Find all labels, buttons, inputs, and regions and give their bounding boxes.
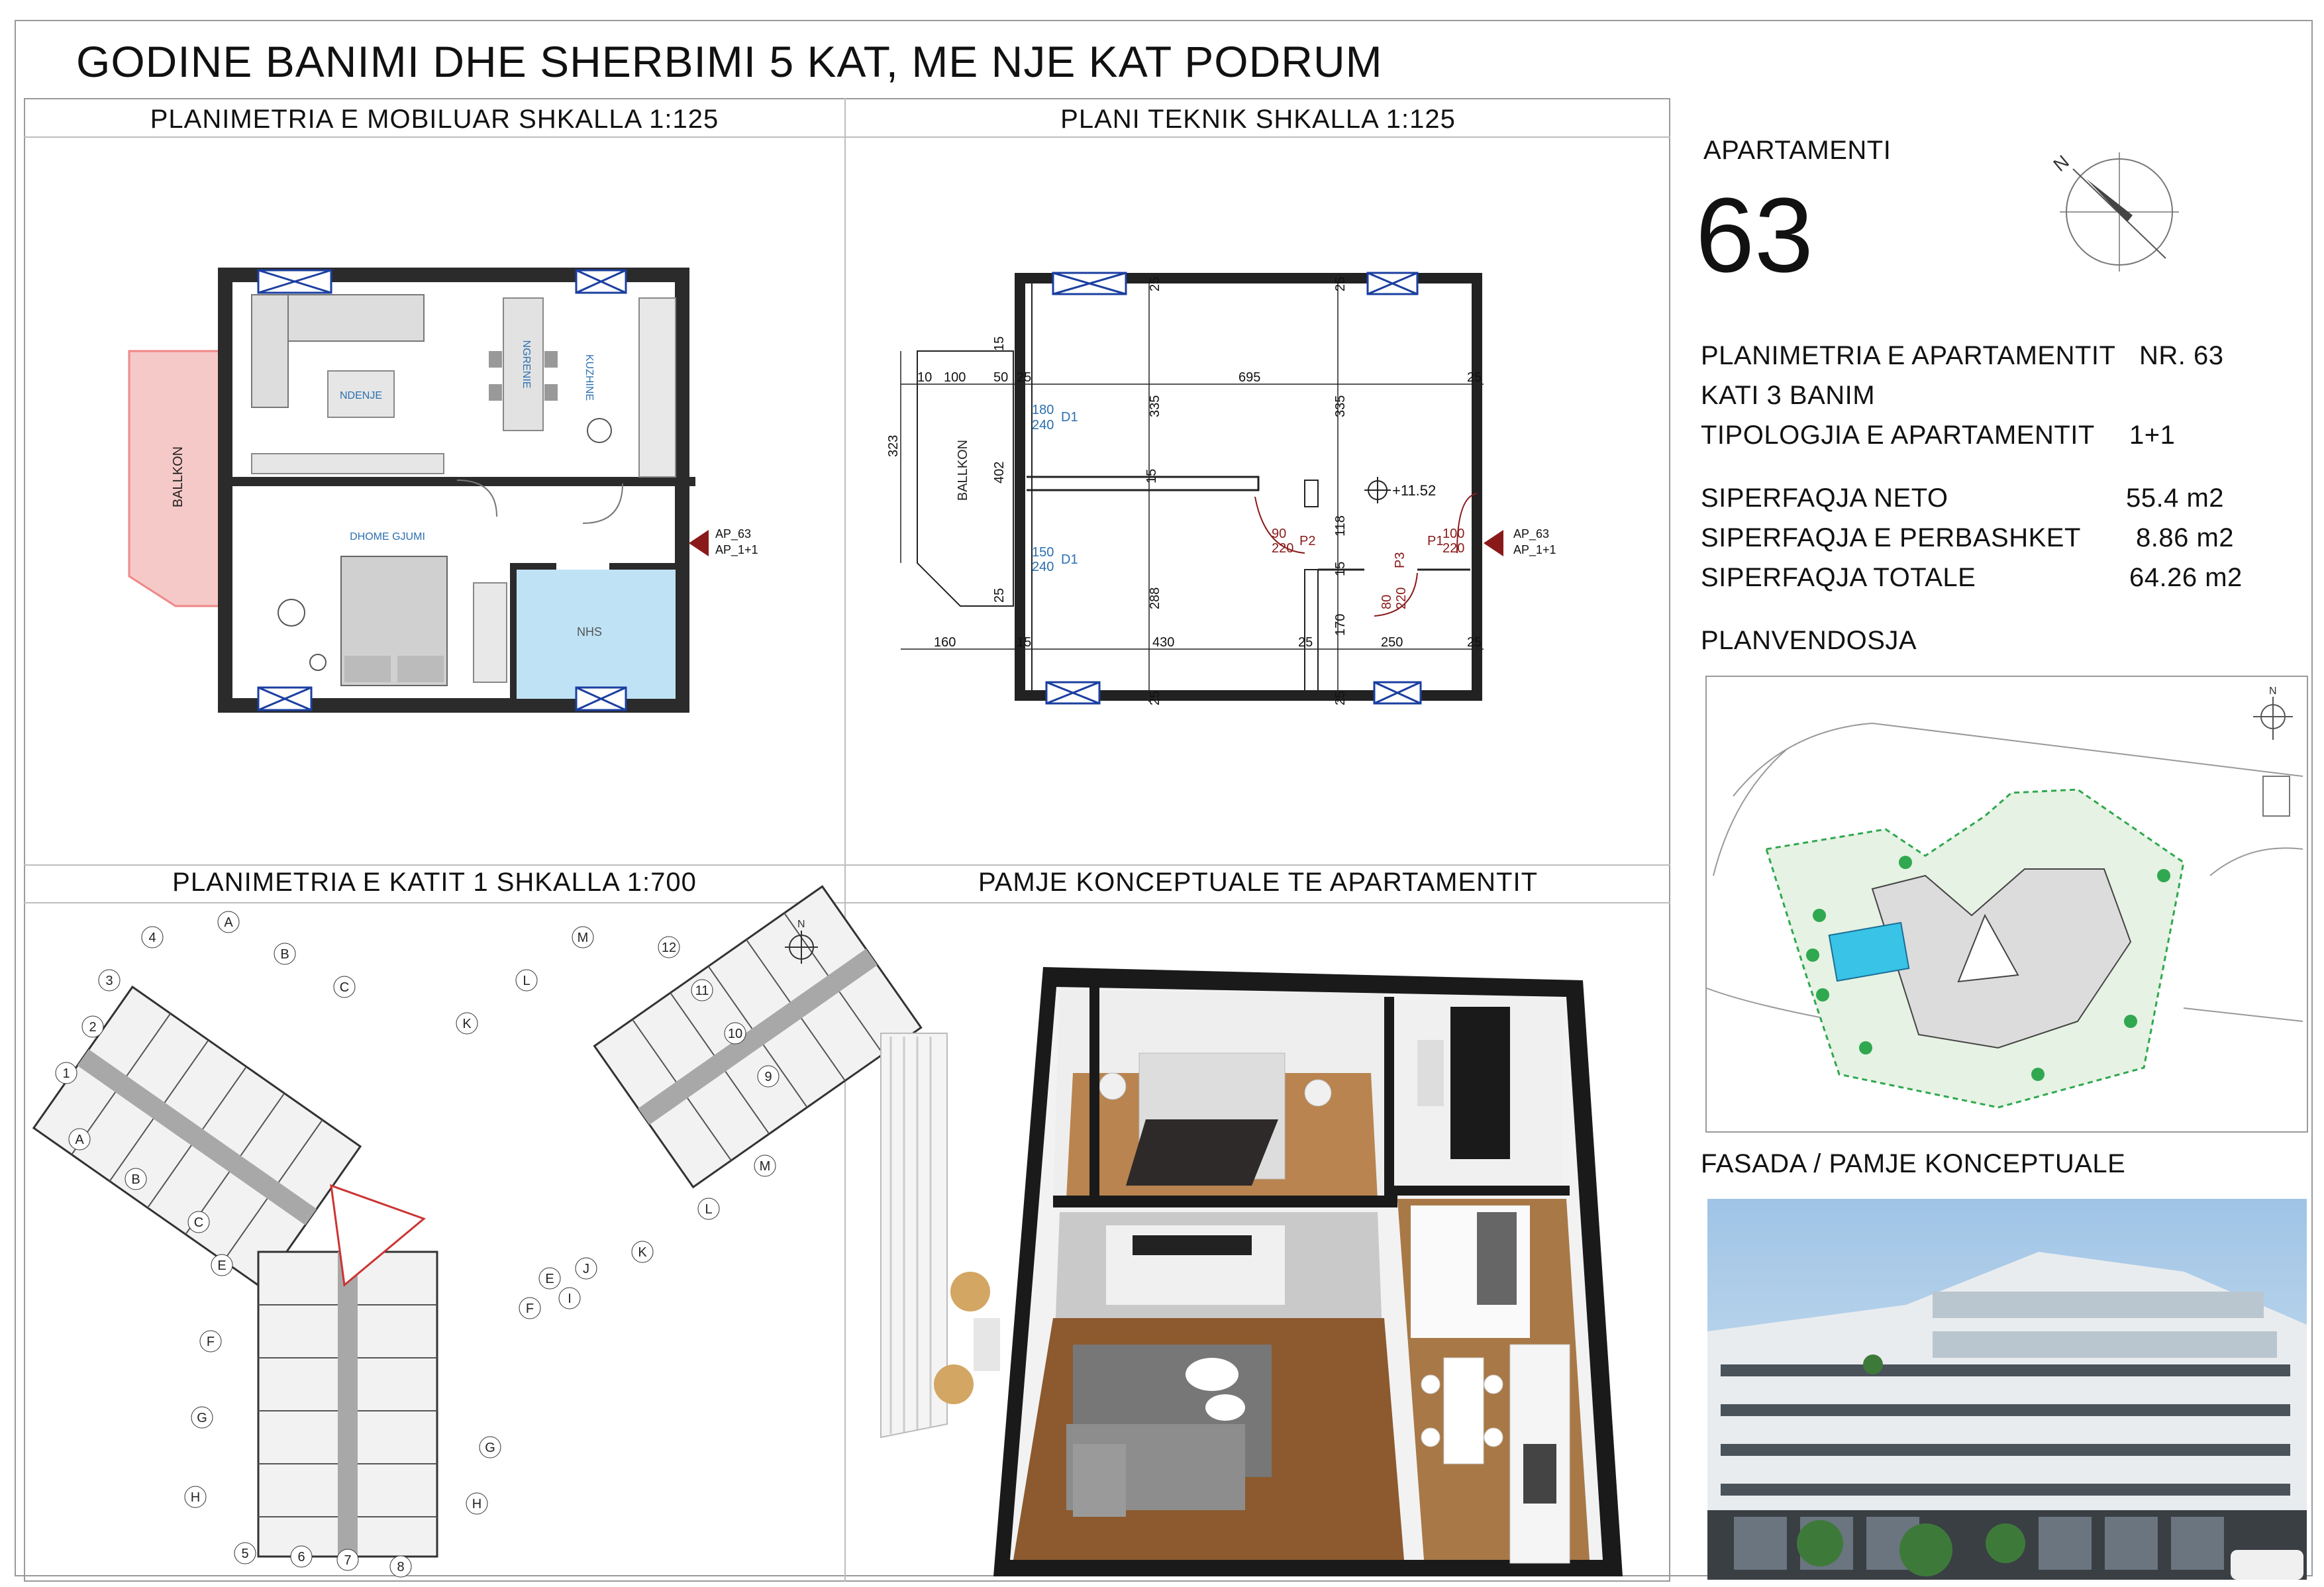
panel-title-concept: PAMJE KONCEPTUALE TE APARTAMENTIT: [978, 868, 1538, 897]
info-row-2-label: KATI 3 BANIM: [1701, 381, 1876, 410]
svg-text:K: K: [462, 1017, 472, 1031]
svg-text:B: B: [280, 947, 289, 962]
svg-text:335: 335: [1148, 395, 1162, 417]
svg-text:10: 10: [917, 370, 933, 385]
svg-text:M: M: [759, 1159, 771, 1174]
elevation-label: +11.52: [1392, 482, 1437, 499]
page-title: GODINE BANIMI DHE SHERBIMI 5 KAT, ME NJE KAT PODRUM: [76, 37, 1383, 86]
panel-title-furniture: PLANIMETRIA E MOBILUAR SHKALLA 1:125: [150, 105, 719, 134]
svg-text:F: F: [525, 1302, 534, 1316]
svg-text:15: 15: [1333, 561, 1348, 576]
svg-text:G: G: [485, 1441, 495, 1455]
area-total-label: SIPERFAQJA TOTALE: [1701, 563, 1976, 592]
compass-icon: [2046, 142, 2192, 275]
living-label: NDENJE: [339, 390, 383, 401]
svg-text:P2: P2: [1299, 534, 1316, 548]
tech-balcony-label: BALLKON: [956, 439, 970, 501]
info-row-3-value: 1+1: [2129, 421, 2176, 450]
kitchen-label: KUZHINE: [583, 354, 595, 401]
dining-label: NGRENIE: [521, 340, 532, 389]
svg-text:3: 3: [105, 974, 113, 988]
info-row-1-label: PLANIMETRIA E APARTAMENTIT: [1701, 341, 2116, 370]
area-neto-value: 55.4 m2: [2126, 484, 2225, 513]
svg-text:9: 9: [764, 1070, 772, 1084]
svg-text:430: 430: [1152, 635, 1175, 650]
svg-text:25: 25: [1298, 635, 1313, 650]
panel-title-floor: PLANIMETRIA E KATIT 1 SHKALLA 1:700: [172, 868, 697, 897]
tech-ap-number: AP_63: [1513, 527, 1550, 540]
svg-text:C: C: [339, 980, 350, 995]
svg-text:G: G: [197, 1411, 207, 1425]
floor-north: N: [797, 919, 805, 930]
svg-text:250: 250: [1381, 635, 1403, 650]
svg-text:I: I: [568, 1292, 572, 1306]
technical-plan: [887, 252, 1656, 729]
svg-text:695: 695: [1238, 370, 1261, 385]
svg-text:12: 12: [661, 941, 677, 955]
svg-text:25: 25: [992, 588, 1007, 603]
svg-text:P1: P1: [1427, 534, 1444, 548]
svg-text:170: 170: [1333, 613, 1348, 636]
svg-text:1: 1: [62, 1066, 70, 1081]
info-row-1-value: NR. 63: [2139, 341, 2224, 370]
tech-ap-type: AP_1+1: [1513, 543, 1556, 556]
svg-text:323: 323: [886, 435, 901, 457]
svg-text:4: 4: [148, 931, 156, 945]
svg-text:L: L: [705, 1202, 713, 1217]
svg-text:25: 25: [1467, 370, 1482, 385]
facade-render: [1707, 1199, 2307, 1580]
svg-text:D1: D1: [1061, 552, 1078, 567]
svg-text:F: F: [206, 1335, 215, 1349]
svg-text:K: K: [638, 1245, 647, 1260]
site-north-label: N: [2269, 686, 2277, 697]
svg-text:15: 15: [1017, 635, 1032, 650]
apartment-label: APARTAMENTI: [1703, 136, 1892, 165]
svg-text:240: 240: [1032, 560, 1054, 574]
facade-label: FASADA / PAMJE KONCEPTUALE: [1701, 1149, 2126, 1178]
site-plan-label: PLANVENDOSJA: [1701, 626, 1917, 655]
svg-text:25: 25: [1333, 276, 1348, 291]
balcony-label: BALLKON: [171, 446, 185, 508]
svg-text:A: A: [75, 1133, 84, 1147]
svg-text:E: E: [545, 1272, 554, 1286]
apartment-number: 63: [1695, 176, 1813, 294]
svg-text:80: 80: [1380, 594, 1394, 609]
svg-text:50: 50: [993, 370, 1009, 385]
svg-text:2: 2: [89, 1020, 97, 1035]
concept-render: [854, 921, 1669, 1576]
svg-text:11: 11: [695, 984, 709, 998]
svg-text:15: 15: [1144, 468, 1159, 484]
svg-text:25: 25: [1148, 276, 1162, 291]
bathroom-label: NHS: [576, 625, 603, 639]
svg-text:M: M: [577, 931, 589, 945]
svg-text:90: 90: [1272, 527, 1287, 541]
svg-text:220: 220: [1272, 541, 1294, 556]
svg-text:240: 240: [1032, 418, 1054, 433]
svg-text:25: 25: [1017, 370, 1032, 385]
svg-text:E: E: [217, 1258, 227, 1273]
panel-title-technical: PLANI TEKNIK SHKALLA 1:125: [1060, 105, 1456, 134]
svg-text:P3: P3: [1393, 552, 1407, 568]
svg-text:8: 8: [397, 1560, 405, 1574]
svg-text:100: 100: [1442, 527, 1465, 541]
furniture-plan: [99, 252, 758, 729]
floor-plan: [53, 907, 834, 1576]
svg-text:25: 25: [1148, 690, 1162, 705]
svg-text:160: 160: [934, 635, 956, 650]
svg-text:220: 220: [1442, 541, 1465, 556]
svg-text:288: 288: [1148, 587, 1162, 609]
svg-text:150: 150: [1032, 545, 1054, 560]
svg-text:220: 220: [1394, 587, 1409, 609]
svg-text:L: L: [523, 974, 530, 988]
svg-text:180: 180: [1032, 403, 1054, 417]
ap-number-label: AP_63: [715, 527, 752, 540]
svg-text:B: B: [131, 1172, 140, 1187]
area-common-value: 8.86 m2: [2136, 523, 2235, 552]
svg-text:D1: D1: [1061, 410, 1078, 425]
svg-text:100: 100: [944, 370, 966, 385]
svg-text:6: 6: [297, 1550, 305, 1564]
area-total-value: 64.26 m2: [2129, 563, 2243, 592]
area-common-label: SIPERFAQJA E PERBASHKET: [1701, 523, 2081, 552]
svg-text:402: 402: [992, 461, 1007, 484]
info-row-3-label: TIPOLOGJIA E APARTAMENTIT: [1701, 421, 2095, 450]
svg-text:5: 5: [241, 1547, 249, 1561]
svg-text:C: C: [193, 1215, 204, 1230]
svg-text:25: 25: [1467, 635, 1482, 650]
svg-text:118: 118: [1333, 515, 1348, 537]
svg-text:H: H: [190, 1490, 201, 1505]
site-plan: [1707, 677, 2307, 1131]
compass-north-label: N: [2049, 151, 2073, 176]
svg-text:A: A: [224, 915, 233, 930]
svg-text:H: H: [472, 1497, 482, 1511]
svg-text:25: 25: [1333, 690, 1348, 705]
svg-text:7: 7: [344, 1553, 352, 1568]
svg-text:335: 335: [1333, 395, 1348, 417]
svg-text:15: 15: [992, 336, 1007, 351]
svg-text:10: 10: [727, 1027, 743, 1041]
area-neto-label: SIPERFAQJA NETO: [1701, 484, 1948, 513]
bedroom-label: DHOME GJUMI: [350, 531, 425, 542]
ap-type-label: AP_1+1: [715, 543, 758, 556]
svg-text:J: J: [583, 1262, 589, 1276]
